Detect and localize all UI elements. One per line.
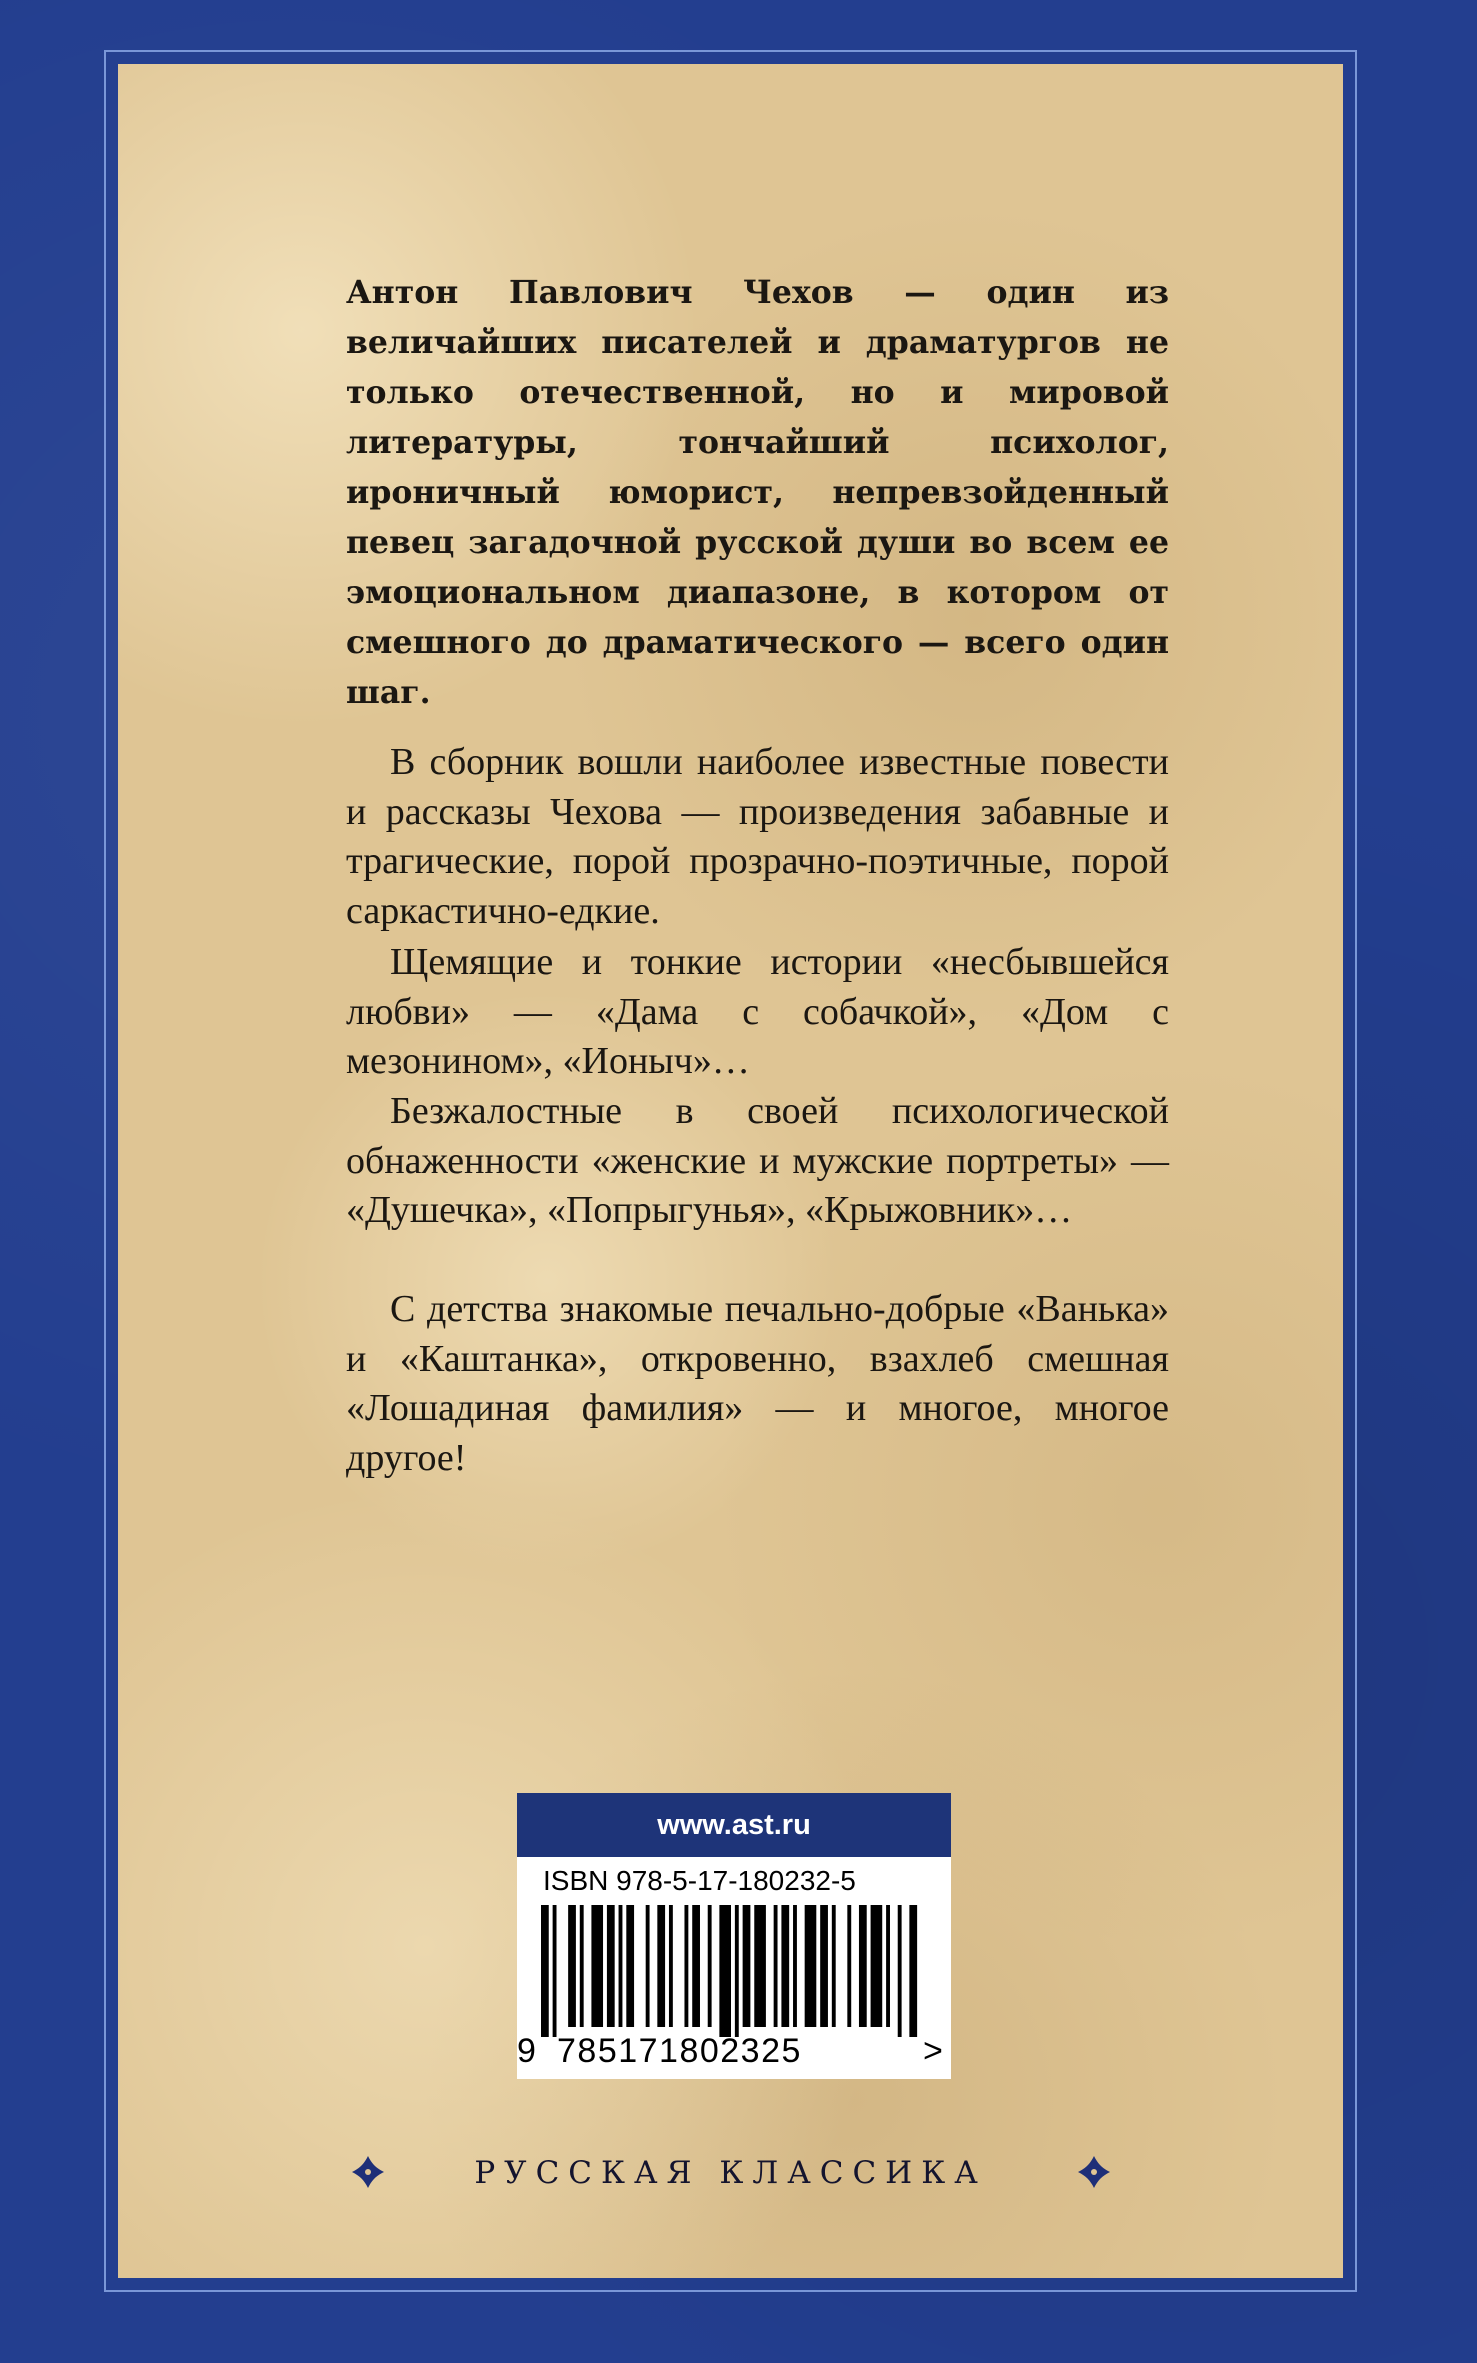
isbn-barcode-block bbox=[517, 1793, 951, 2079]
barcode-icon bbox=[541, 1905, 921, 2037]
isbn-number: ISBN 978-5-17-180232-5 bbox=[543, 1865, 856, 1896]
publisher-website: www.ast.ru bbox=[517, 1793, 951, 1857]
fleuron-icon bbox=[1076, 2154, 1112, 2190]
description-paragraph-4: С детства знакомые печально-добрые «Ванька» и «Каштанка», откровенно, взахлеб смешная «Лошадиная фамилия» — и многое, многое другое! bbox=[346, 1288, 1169, 1479]
description-paragraph-3: Безжалостные в своей психологической обнаженности «женские и мужские портреты» — «Душечка», «Попрыгунья», «Крыжовник»… bbox=[346, 1090, 1169, 1231]
intro-paragraph: Антон Павлович Чехов — один из величайших писателей и драматургов не только отечественной, но и мировой литературы, тончайший психолог, ироничный юморист, непревзойденный певец загадочной русской души во всем ее эмоциональном диапазоне, в котором от смешного до драматического — всего один шаг. bbox=[346, 274, 1169, 711]
description-paragraph-2: Щемящие и тонкие истории «несбывшейся любви» — «Дама с собачкой», «Дом с мезонином», «Ионыч»… bbox=[346, 941, 1169, 1082]
barcode-arrow: > bbox=[923, 2032, 943, 2070]
series-title: РУССКАЯ КЛАССИКА bbox=[474, 2155, 987, 2191]
description-paragraph-1: В сборник вошли наиболее известные повести и рассказы Чехова — произведения забавные и трагические, порой прозрачно-поэтичные, порой саркастично-едкие. bbox=[346, 741, 1169, 932]
barcode-main-digits: 785171802325 bbox=[557, 2032, 802, 2070]
barcode-first-digit: 9 bbox=[517, 2032, 536, 2070]
series-line bbox=[118, 2148, 1343, 2198]
